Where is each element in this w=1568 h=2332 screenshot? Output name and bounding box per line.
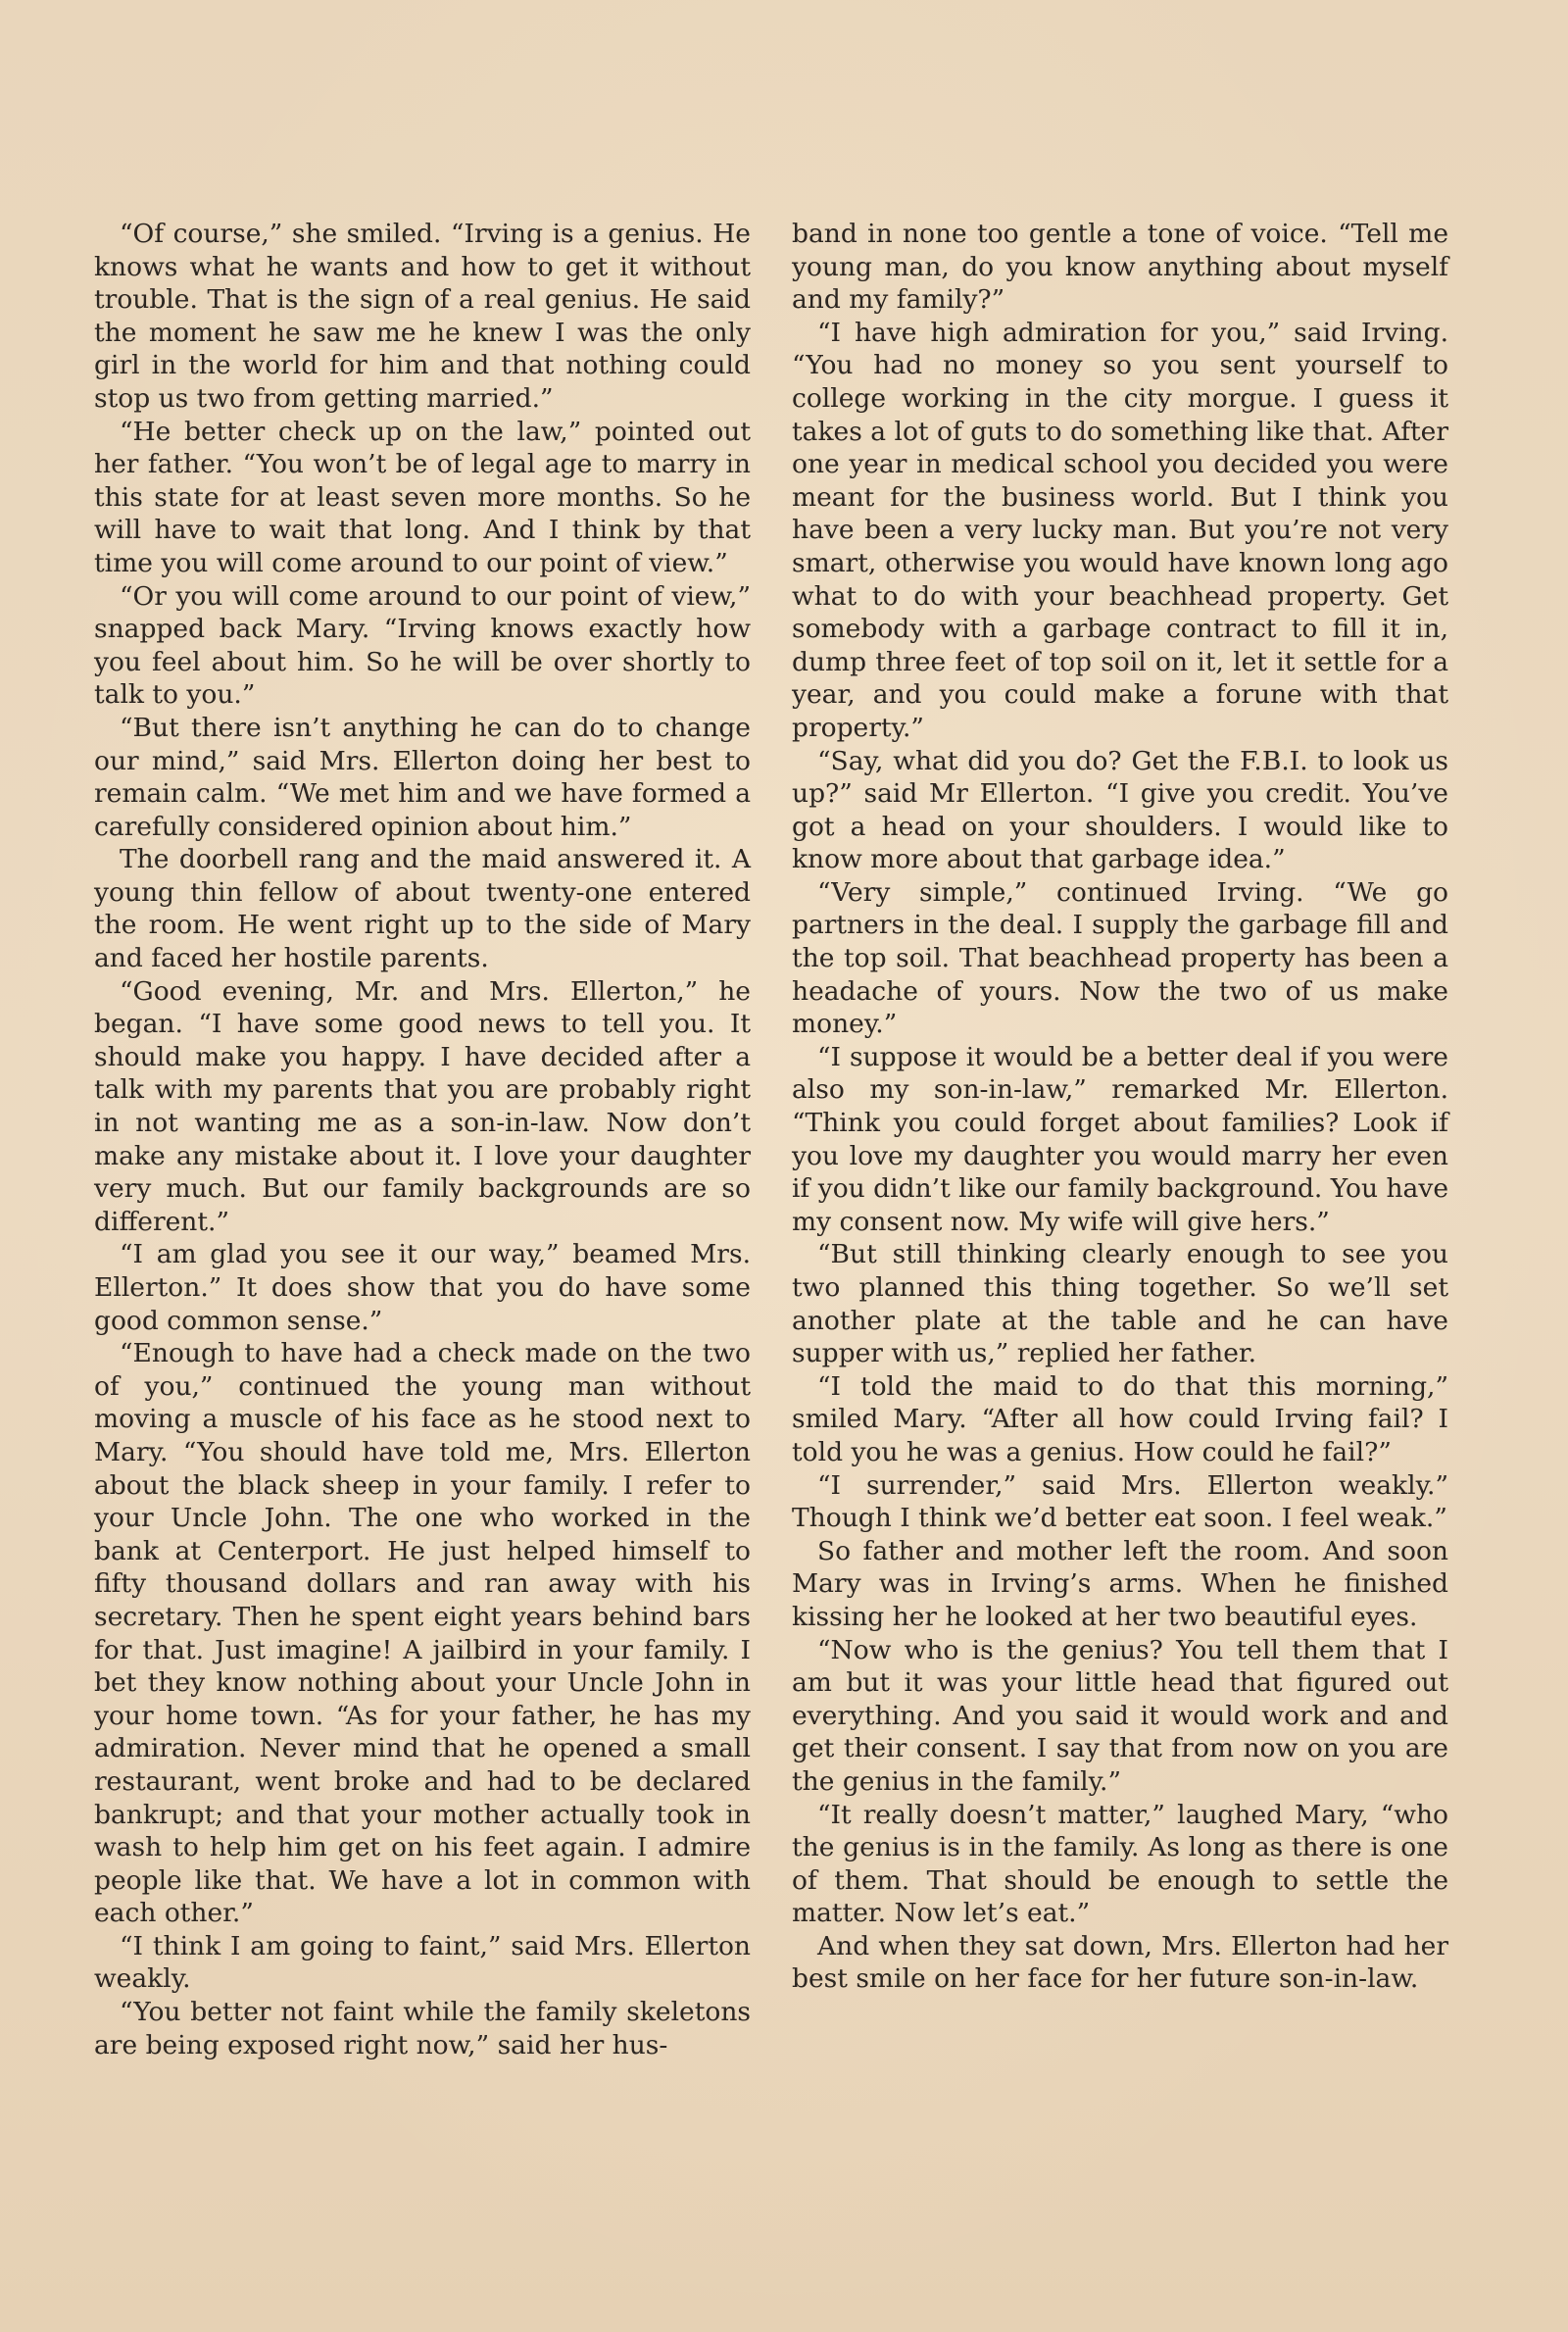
paragraph: “I think I am going to faint,” said Mrs. Ellerton weakly. [94, 1930, 751, 1995]
paragraph: “I surrender,” said Mrs. Ellerton weakly.” Though I think we’d better eat soon. I feel weak.” [792, 1469, 1448, 1534]
paragraph: “He better check up on the law,” pointed out her father. “You won’t be of legal age to marry in this state for at least seven more months. So he will have to wait that long. And I think by that time you will come around to our point of view.” [94, 416, 751, 578]
paragraph: And when they sat down, Mrs. Ellerton had her best smile on her face for her future son-in-law. [792, 1930, 1448, 1995]
paragraph: “I suppose it would be a better deal if you were also my son-in-law,” remarked Mr. Ellerton. “Think you could forget about families? Look if you love my daughter you would marry her even if you didn’t like our family background. You have my consent now. My wife will give hers.” [792, 1041, 1448, 1237]
paragraph: So father and mother left the room. And soon Mary was in Irving’s arms. When he finished kissing her he looked at her two beautiful eyes. [792, 1535, 1448, 1632]
paragraph: “But there isn’t anything he can do to change our mind,” said Mrs. Ellerton doing her best to remain calm. “We met him and we have formed a carefully considered opinion about him.” [94, 712, 751, 842]
paragraph: “Now who is the genius? You tell them that I am but it was your little head that figured out everything. And you said it would work and and get their consent. I say that from now on you are the genius in the family.” [792, 1634, 1448, 1797]
paragraph: “Of course,” she smiled. “Irving is a genius. He knows what he wants and how to get it without trouble. That is the sign of a real genius. He said the moment he saw me he knew I was the only girl in the world for him and that nothing could stop us two from getting married.” [94, 219, 751, 414]
paragraph: “But still thinking clearly enough to see you two planned this thing together. So we’ll set another plate at the table and he can have supper with us,” replied her father. [792, 1239, 1448, 1369]
paragraph: “Very simple,” continued Irving. “We go partners in the deal. I supply the garbage fill and the top soil. That beachhead property has been a headache of yours. Now the two of us make money.” [792, 876, 1448, 1040]
paragraph: “I am glad you see it our way,” beamed Mrs. Ellerton.” It does show that you do have some good common sense.” [94, 1239, 751, 1336]
paragraph: The doorbell rang and the maid answered it. A young thin fellow of about twenty-one entered the room. He went right up to the side of Mary and faced her hostile parents. [94, 844, 751, 974]
text-column-right [792, 218, 1448, 1996]
paragraph: “Good evening, Mr. and Mrs. Ellerton,” he began. “I have some good news to tell you. It should make you happy. I have decided after a talk with my parents that you are probably right in not wanting me as a son-in-law. Now don’t make any mistake about it. I love your daughter very much. But our family backgrounds are so different.” [94, 975, 751, 1237]
paragraph: “You better not faint while the family skeletons are being exposed right now,” said her hus- [94, 1997, 751, 2060]
paragraph: band in none too gentle a tone of voice. “Tell me young man, do you know anything about myself and my family?” [792, 219, 1448, 316]
paragraph: “Enough to have had a check made on the two of you,” continued the young man without moving a muscle of his face as he stood next to Mary. “You should have told me, Mrs. Ellerton about the black sheep in your family. I refer to your Uncle John. The one who worked in the bank at Centerport. He just helped himself to fifty thousand dollars and ran away with his secretary. Then he spent eight years behind bars for that. Just imagine! A jailbird in your family. I bet they know nothing about your Uncle John in your home town. “As for your father, he has my admiration. Never mind that he opened a small restaurant, went broke and had to be declared bankrupt; and that your mother actually took in wash to help him get on his feet again. I admire people like that. We have a lot in common with each other.” [94, 1338, 751, 1929]
paragraph: “Say, what did you do? Get the F.B.I. to look us up?” said Mr Ellerton. “I give you credit. You’ve got a head on your shoulders. I would like to know more about that garbage idea.” [792, 745, 1448, 875]
paragraph: “I told the maid to do that this morning,” smiled Mary. “After all how could Irving fail? I told you he was a genius. How could he fail?” [792, 1370, 1448, 1467]
text-column-left [94, 218, 751, 2061]
paragraph: “It really doesn’t matter,” laughed Mary, “who the genius is in the family. As long as there is one of them. That should be enough to settle the matter. Now let’s eat.” [792, 1799, 1448, 1929]
paragraph: “I have high admiration for you,” said Irving. “You had no money so you sent yourself to college working in the city morgue. I guess it takes a lot of guts to do something like that. After one year in medical school you decided you were meant for the business world. But I think you have been a very lucky man. But you’re not very smart, otherwise you would have known long ago what to do with your beachhead property. Get somebody with a garbage contract to fill it in, dump three feet of top soil on it, let it settle for a year, and you could make a forune with that property.” [792, 317, 1448, 743]
paragraph: “Or you will come around to our point of view,” snapped back Mary. “Irving knows exactly how you feel about him. So he will be over shortly to talk to you.” [94, 580, 751, 711]
